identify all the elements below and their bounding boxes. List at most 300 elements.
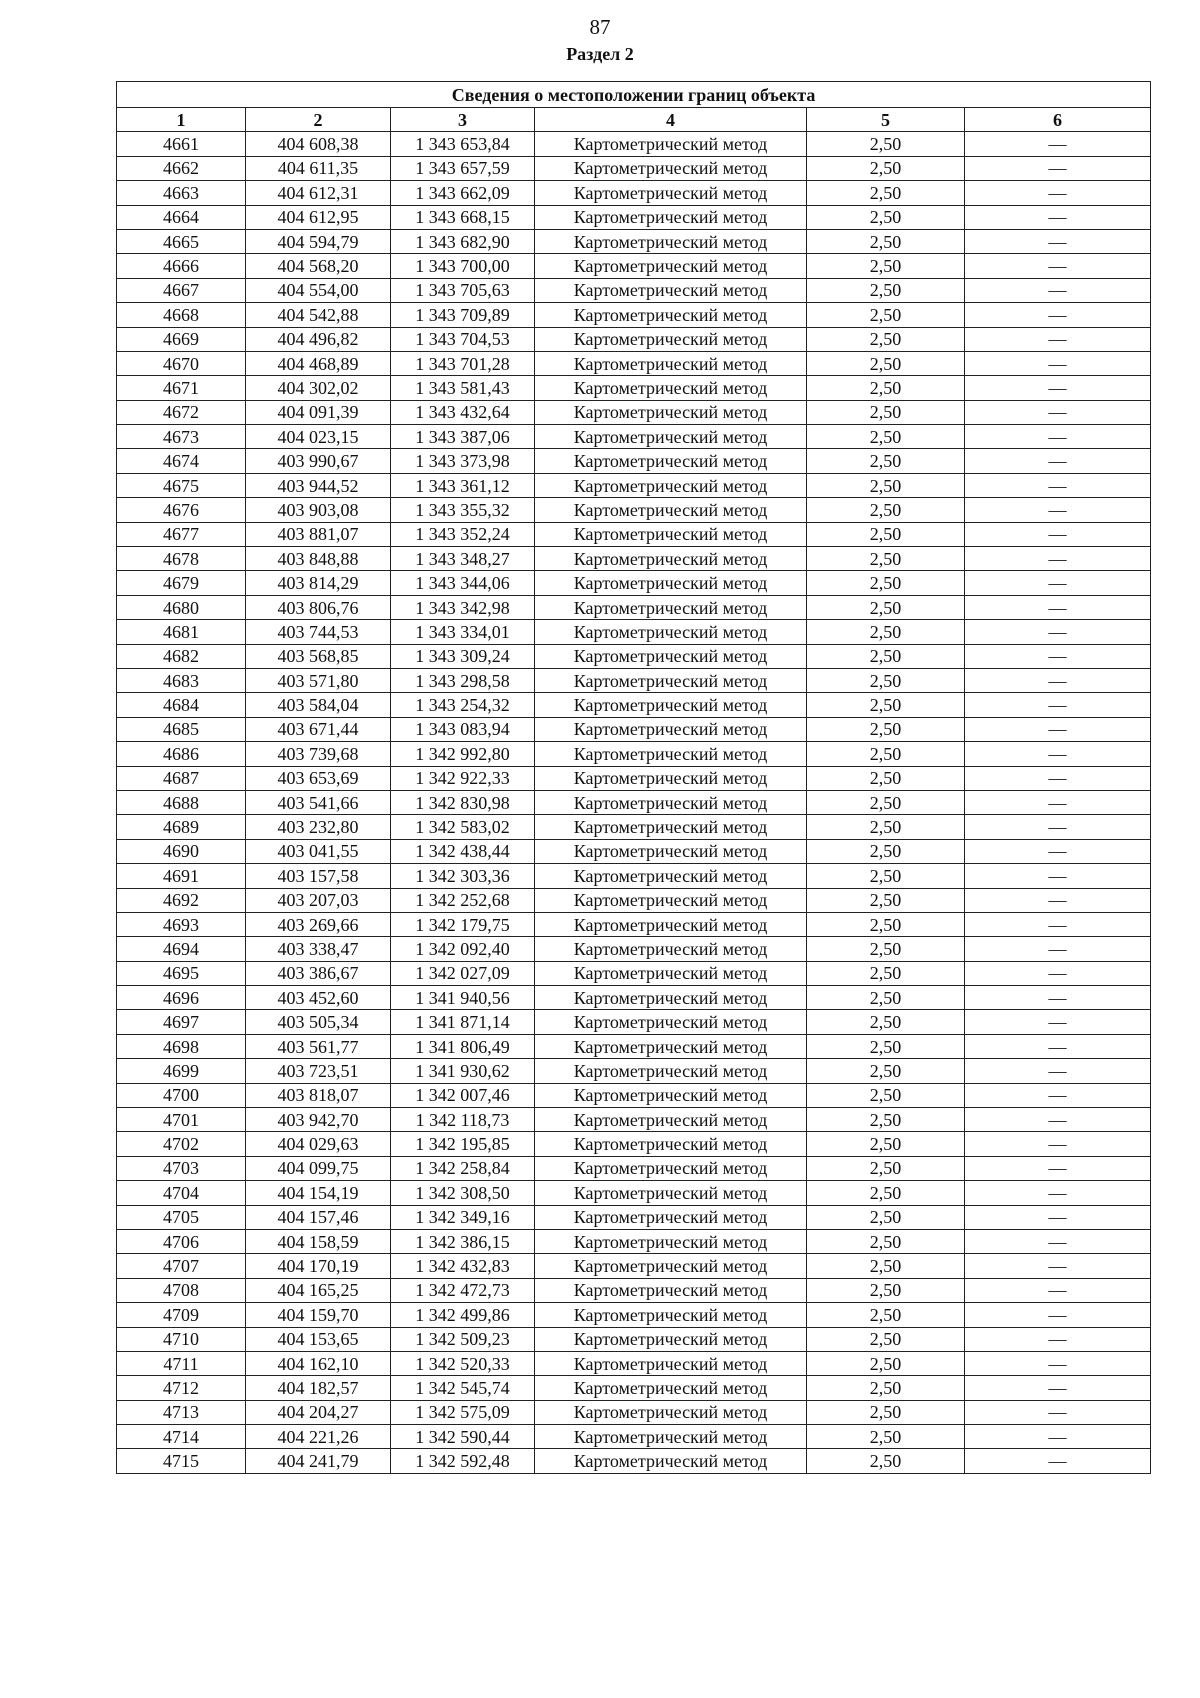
method-cell: Картометрический метод <box>535 278 807 302</box>
method-cell: Картометрический метод <box>535 766 807 790</box>
table-row <box>117 229 1151 253</box>
method-cell: Картометрический метод <box>535 888 807 912</box>
note-cell: — <box>965 425 1151 449</box>
note-cell: — <box>965 1254 1151 1278</box>
accuracy-cell: 2,50 <box>807 1205 965 1229</box>
point-number-cell: 4710 <box>117 1327 246 1351</box>
method-cell: Картометрический метод <box>535 1205 807 1229</box>
note-cell: — <box>965 644 1151 668</box>
point-number-cell: 4666 <box>117 254 246 278</box>
accuracy-cell: 2,50 <box>807 595 965 619</box>
point-number-cell: 4679 <box>117 571 246 595</box>
method-cell: Картометрический метод <box>535 327 807 351</box>
method-cell: Картометрический метод <box>535 693 807 717</box>
accuracy-cell: 2,50 <box>807 1327 965 1351</box>
point-number-cell: 4668 <box>117 303 246 327</box>
point-number-cell: 4687 <box>117 766 246 790</box>
accuracy-cell: 2,50 <box>807 351 965 375</box>
x-coordinate-cell: 403 561,77 <box>246 1034 391 1058</box>
column-header: 5 <box>807 108 965 132</box>
point-number-cell: 4700 <box>117 1083 246 1107</box>
accuracy-cell: 2,50 <box>807 815 965 839</box>
x-coordinate-cell: 404 204,27 <box>246 1400 391 1424</box>
y-coordinate-cell: 1 342 583,02 <box>391 815 535 839</box>
accuracy-cell: 2,50 <box>807 790 965 814</box>
table-row <box>117 327 1151 351</box>
accuracy-cell: 2,50 <box>807 181 965 205</box>
accuracy-cell: 2,50 <box>807 693 965 717</box>
note-cell: — <box>965 1376 1151 1400</box>
point-number-cell: 4683 <box>117 668 246 692</box>
point-number-cell: 4705 <box>117 1205 246 1229</box>
method-cell: Картометрический метод <box>535 1425 807 1449</box>
y-coordinate-cell: 1 343 662,09 <box>391 181 535 205</box>
x-coordinate-cell: 404 302,02 <box>246 376 391 400</box>
note-cell: — <box>965 181 1151 205</box>
y-coordinate-cell: 1 342 575,09 <box>391 1400 535 1424</box>
section-title: Раздел 2 <box>566 44 634 64</box>
note-cell: — <box>965 693 1151 717</box>
point-number-cell: 4686 <box>117 742 246 766</box>
method-cell: Картометрический метод <box>535 1278 807 1302</box>
method-cell: Картометрический метод <box>535 717 807 741</box>
y-coordinate-cell: 1 343 668,15 <box>391 205 535 229</box>
point-number-cell: 4674 <box>117 449 246 473</box>
note-cell: — <box>965 668 1151 692</box>
y-coordinate-cell: 1 343 342,98 <box>391 595 535 619</box>
x-coordinate-cell: 404 099,75 <box>246 1156 391 1180</box>
point-number-cell: 4677 <box>117 522 246 546</box>
note-cell: — <box>965 961 1151 985</box>
note-cell: — <box>965 571 1151 595</box>
table-row <box>117 1132 1151 1156</box>
accuracy-cell: 2,50 <box>807 547 965 571</box>
method-cell: Картометрический метод <box>535 156 807 180</box>
table-row <box>117 766 1151 790</box>
y-coordinate-cell: 1 342 545,74 <box>391 1376 535 1400</box>
table-row <box>117 1449 1151 1473</box>
table-row <box>117 815 1151 839</box>
point-number-cell: 4669 <box>117 327 246 351</box>
y-coordinate-cell: 1 343 700,00 <box>391 254 535 278</box>
accuracy-cell: 2,50 <box>807 986 965 1010</box>
accuracy-cell: 2,50 <box>807 888 965 912</box>
table-row <box>117 717 1151 741</box>
method-cell: Картометрический метод <box>535 644 807 668</box>
table-caption-row <box>117 82 1151 108</box>
point-number-cell: 4709 <box>117 1303 246 1327</box>
column-header: 2 <box>246 108 391 132</box>
x-coordinate-cell: 403 806,76 <box>246 595 391 619</box>
method-cell: Картометрический метод <box>535 181 807 205</box>
note-cell: — <box>965 229 1151 253</box>
point-number-cell: 4714 <box>117 1425 246 1449</box>
y-coordinate-cell: 1 342 590,44 <box>391 1425 535 1449</box>
table-header <box>117 82 1151 132</box>
note-cell: — <box>965 1059 1151 1083</box>
note-cell: — <box>965 351 1151 375</box>
x-coordinate-cell: 403 848,88 <box>246 547 391 571</box>
method-cell: Картометрический метод <box>535 1351 807 1375</box>
method-cell: Картометрический метод <box>535 790 807 814</box>
table-row <box>117 1303 1151 1327</box>
note-cell: — <box>965 986 1151 1010</box>
table-row <box>117 1156 1151 1180</box>
x-coordinate-cell: 403 671,44 <box>246 717 391 741</box>
note-cell: — <box>965 1132 1151 1156</box>
y-coordinate-cell: 1 343 432,64 <box>391 400 535 424</box>
y-coordinate-cell: 1 343 309,24 <box>391 644 535 668</box>
point-number-cell: 4682 <box>117 644 246 668</box>
accuracy-cell: 2,50 <box>807 1156 965 1180</box>
method-cell: Картометрический метод <box>535 1034 807 1058</box>
table-row <box>117 1034 1151 1058</box>
x-coordinate-cell: 404 023,15 <box>246 425 391 449</box>
y-coordinate-cell: 1 342 258,84 <box>391 1156 535 1180</box>
accuracy-cell: 2,50 <box>807 376 965 400</box>
method-cell: Картометрический метод <box>535 400 807 424</box>
y-coordinate-cell: 1 342 922,33 <box>391 766 535 790</box>
method-cell: Картометрический метод <box>535 1449 807 1473</box>
y-coordinate-cell: 1 342 438,44 <box>391 839 535 863</box>
accuracy-cell: 2,50 <box>807 229 965 253</box>
accuracy-cell: 2,50 <box>807 1132 965 1156</box>
accuracy-cell: 2,50 <box>807 1376 965 1400</box>
point-number-cell: 4694 <box>117 937 246 961</box>
point-number-cell: 4711 <box>117 1351 246 1375</box>
table-row <box>117 595 1151 619</box>
method-cell: Картометрический метод <box>535 498 807 522</box>
y-coordinate-cell: 1 343 298,58 <box>391 668 535 692</box>
accuracy-cell: 2,50 <box>807 668 965 692</box>
method-cell: Картометрический метод <box>535 1254 807 1278</box>
table-row <box>117 1327 1151 1351</box>
table-row <box>117 1351 1151 1375</box>
method-cell: Картометрический метод <box>535 742 807 766</box>
method-cell: Картометрический метод <box>535 1010 807 1034</box>
y-coordinate-cell: 1 343 701,28 <box>391 351 535 375</box>
point-number-cell: 4685 <box>117 717 246 741</box>
x-coordinate-cell: 404 568,20 <box>246 254 391 278</box>
method-cell: Картометрический метод <box>535 1181 807 1205</box>
y-coordinate-cell: 1 342 472,73 <box>391 1278 535 1302</box>
point-number-cell: 4703 <box>117 1156 246 1180</box>
point-number-cell: 4670 <box>117 351 246 375</box>
point-number-cell: 4706 <box>117 1229 246 1253</box>
x-coordinate-cell: 404 241,79 <box>246 1449 391 1473</box>
x-coordinate-cell: 403 541,66 <box>246 790 391 814</box>
x-coordinate-cell: 403 818,07 <box>246 1083 391 1107</box>
x-coordinate-cell: 404 496,82 <box>246 327 391 351</box>
accuracy-cell: 2,50 <box>807 522 965 546</box>
table-row <box>117 1425 1151 1449</box>
point-number-cell: 4698 <box>117 1034 246 1058</box>
point-number-cell: 4713 <box>117 1400 246 1424</box>
point-number-cell: 4675 <box>117 473 246 497</box>
accuracy-cell: 2,50 <box>807 1083 965 1107</box>
table-row <box>117 1010 1151 1034</box>
method-cell: Картометрический метод <box>535 815 807 839</box>
note-cell: — <box>965 400 1151 424</box>
x-coordinate-cell: 403 338,47 <box>246 937 391 961</box>
y-coordinate-cell: 1 341 940,56 <box>391 986 535 1010</box>
y-coordinate-cell: 1 342 027,09 <box>391 961 535 985</box>
x-coordinate-cell: 403 739,68 <box>246 742 391 766</box>
accuracy-cell: 2,50 <box>807 1181 965 1205</box>
table-body <box>117 132 1151 1473</box>
accuracy-cell: 2,50 <box>807 205 965 229</box>
note-cell: — <box>965 132 1151 156</box>
x-coordinate-cell: 403 505,34 <box>246 1010 391 1034</box>
x-coordinate-cell: 403 386,67 <box>246 961 391 985</box>
note-cell: — <box>965 473 1151 497</box>
y-coordinate-cell: 1 343 334,01 <box>391 620 535 644</box>
method-cell: Картометрический метод <box>535 1132 807 1156</box>
method-cell: Картометрический метод <box>535 937 807 961</box>
note-cell: — <box>965 1108 1151 1132</box>
method-cell: Картометрический метод <box>535 303 807 327</box>
x-coordinate-cell: 403 903,08 <box>246 498 391 522</box>
table-row <box>117 742 1151 766</box>
point-number-cell: 4673 <box>117 425 246 449</box>
y-coordinate-cell: 1 343 705,63 <box>391 278 535 302</box>
table-row <box>117 839 1151 863</box>
note-cell: — <box>965 449 1151 473</box>
x-coordinate-cell: 404 612,95 <box>246 205 391 229</box>
point-number-cell: 4691 <box>117 864 246 888</box>
x-coordinate-cell: 404 091,39 <box>246 400 391 424</box>
note-cell: — <box>965 937 1151 961</box>
method-cell: Картометрический метод <box>535 229 807 253</box>
accuracy-cell: 2,50 <box>807 473 965 497</box>
x-coordinate-cell: 403 584,04 <box>246 693 391 717</box>
table-row <box>117 181 1151 205</box>
method-cell: Картометрический метод <box>535 1400 807 1424</box>
y-coordinate-cell: 1 342 592,48 <box>391 1449 535 1473</box>
table-row <box>117 693 1151 717</box>
accuracy-cell: 2,50 <box>807 620 965 644</box>
x-coordinate-cell: 403 041,55 <box>246 839 391 863</box>
accuracy-cell: 2,50 <box>807 400 965 424</box>
x-coordinate-cell: 404 170,19 <box>246 1254 391 1278</box>
table-row <box>117 351 1151 375</box>
x-coordinate-cell: 404 153,65 <box>246 1327 391 1351</box>
note-cell: — <box>965 1034 1151 1058</box>
table-row <box>117 376 1151 400</box>
y-coordinate-cell: 1 343 373,98 <box>391 449 535 473</box>
accuracy-cell: 2,50 <box>807 864 965 888</box>
y-coordinate-cell: 1 342 092,40 <box>391 937 535 961</box>
note-cell: — <box>965 1351 1151 1375</box>
y-coordinate-cell: 1 342 386,15 <box>391 1229 535 1253</box>
point-number-cell: 4688 <box>117 790 246 814</box>
y-coordinate-cell: 1 343 352,24 <box>391 522 535 546</box>
accuracy-cell: 2,50 <box>807 961 965 985</box>
accuracy-cell: 2,50 <box>807 742 965 766</box>
table-row <box>117 1254 1151 1278</box>
x-coordinate-cell: 404 594,79 <box>246 229 391 253</box>
x-coordinate-cell: 403 744,53 <box>246 620 391 644</box>
point-number-cell: 4672 <box>117 400 246 424</box>
point-number-cell: 4693 <box>117 912 246 936</box>
x-coordinate-cell: 403 269,66 <box>246 912 391 936</box>
method-cell: Картометрический метод <box>535 1327 807 1351</box>
point-number-cell: 4671 <box>117 376 246 400</box>
table-row <box>117 547 1151 571</box>
method-cell: Картометрический метод <box>535 1083 807 1107</box>
accuracy-cell: 2,50 <box>807 1449 965 1473</box>
table-row <box>117 1181 1151 1205</box>
method-cell: Картометрический метод <box>535 668 807 692</box>
note-cell: — <box>965 1449 1151 1473</box>
table-row <box>117 668 1151 692</box>
x-coordinate-cell: 404 029,63 <box>246 1132 391 1156</box>
note-cell: — <box>965 766 1151 790</box>
note-cell: — <box>965 620 1151 644</box>
point-number-cell: 4661 <box>117 132 246 156</box>
point-number-cell: 4681 <box>117 620 246 644</box>
table-row <box>117 254 1151 278</box>
y-coordinate-cell: 1 342 349,16 <box>391 1205 535 1229</box>
method-cell: Картометрический метод <box>535 961 807 985</box>
accuracy-cell: 2,50 <box>807 1303 965 1327</box>
method-cell: Картометрический метод <box>535 1059 807 1083</box>
method-cell: Картометрический метод <box>535 254 807 278</box>
accuracy-cell: 2,50 <box>807 498 965 522</box>
accuracy-cell: 2,50 <box>807 254 965 278</box>
y-coordinate-cell: 1 343 387,06 <box>391 425 535 449</box>
x-coordinate-cell: 403 814,29 <box>246 571 391 595</box>
point-number-cell: 4701 <box>117 1108 246 1132</box>
y-coordinate-cell: 1 343 254,32 <box>391 693 535 717</box>
boundary-coordinates-table <box>116 81 1151 1474</box>
table-row <box>117 132 1151 156</box>
table-row <box>117 1059 1151 1083</box>
point-number-cell: 4697 <box>117 1010 246 1034</box>
x-coordinate-cell: 404 157,46 <box>246 1205 391 1229</box>
y-coordinate-cell: 1 342 007,46 <box>391 1083 535 1107</box>
note-cell: — <box>965 742 1151 766</box>
x-coordinate-cell: 404 542,88 <box>246 303 391 327</box>
y-coordinate-cell: 1 343 355,32 <box>391 498 535 522</box>
table-row <box>117 864 1151 888</box>
x-coordinate-cell: 403 452,60 <box>246 986 391 1010</box>
note-cell: — <box>965 498 1151 522</box>
x-coordinate-cell: 403 944,52 <box>246 473 391 497</box>
note-cell: — <box>965 1205 1151 1229</box>
accuracy-cell: 2,50 <box>807 132 965 156</box>
accuracy-cell: 2,50 <box>807 1400 965 1424</box>
method-cell: Картометрический метод <box>535 912 807 936</box>
x-coordinate-cell: 404 221,26 <box>246 1425 391 1449</box>
table-row <box>117 1108 1151 1132</box>
y-coordinate-cell: 1 343 361,12 <box>391 473 535 497</box>
column-number-row <box>117 108 1151 132</box>
point-number-cell: 4704 <box>117 1181 246 1205</box>
table-row <box>117 1400 1151 1424</box>
note-cell: — <box>965 595 1151 619</box>
x-coordinate-cell: 403 207,03 <box>246 888 391 912</box>
table-row <box>117 303 1151 327</box>
y-coordinate-cell: 1 343 709,89 <box>391 303 535 327</box>
accuracy-cell: 2,50 <box>807 1351 965 1375</box>
accuracy-cell: 2,50 <box>807 1034 965 1058</box>
table-caption: Сведения о местоположении границ объекта <box>117 82 1151 108</box>
y-coordinate-cell: 1 341 806,49 <box>391 1034 535 1058</box>
table-row <box>117 571 1151 595</box>
accuracy-cell: 2,50 <box>807 327 965 351</box>
method-cell: Картометрический метод <box>535 1156 807 1180</box>
table-row <box>117 620 1151 644</box>
column-header: 4 <box>535 108 807 132</box>
x-coordinate-cell: 403 157,58 <box>246 864 391 888</box>
x-coordinate-cell: 404 611,35 <box>246 156 391 180</box>
y-coordinate-cell: 1 342 432,83 <box>391 1254 535 1278</box>
note-cell: — <box>965 1156 1151 1180</box>
note-cell: — <box>965 888 1151 912</box>
method-cell: Картометрический метод <box>535 1303 807 1327</box>
point-number-cell: 4662 <box>117 156 246 180</box>
accuracy-cell: 2,50 <box>807 1425 965 1449</box>
point-number-cell: 4680 <box>117 595 246 619</box>
method-cell: Картометрический метод <box>535 595 807 619</box>
table-row <box>117 1205 1151 1229</box>
method-cell: Картометрический метод <box>535 547 807 571</box>
method-cell: Картометрический метод <box>535 986 807 1010</box>
table-row <box>117 278 1151 302</box>
accuracy-cell: 2,50 <box>807 717 965 741</box>
table-row <box>117 205 1151 229</box>
x-coordinate-cell: 403 881,07 <box>246 522 391 546</box>
table-row <box>117 498 1151 522</box>
method-cell: Картометрический метод <box>535 473 807 497</box>
method-cell: Картометрический метод <box>535 864 807 888</box>
y-coordinate-cell: 1 342 118,73 <box>391 1108 535 1132</box>
x-coordinate-cell: 403 942,70 <box>246 1108 391 1132</box>
note-cell: — <box>965 1010 1151 1034</box>
y-coordinate-cell: 1 342 252,68 <box>391 888 535 912</box>
y-coordinate-cell: 1 342 499,86 <box>391 1303 535 1327</box>
table-row <box>117 449 1151 473</box>
note-cell: — <box>965 376 1151 400</box>
note-cell: — <box>965 205 1151 229</box>
point-number-cell: 4689 <box>117 815 246 839</box>
point-number-cell: 4708 <box>117 1278 246 1302</box>
x-coordinate-cell: 403 571,80 <box>246 668 391 692</box>
table-row <box>117 912 1151 936</box>
table-row <box>117 522 1151 546</box>
note-cell: — <box>965 1229 1151 1253</box>
table-row <box>117 790 1151 814</box>
point-number-cell: 4699 <box>117 1059 246 1083</box>
x-coordinate-cell: 403 990,67 <box>246 449 391 473</box>
y-coordinate-cell: 1 341 871,14 <box>391 1010 535 1034</box>
method-cell: Картометрический метод <box>535 522 807 546</box>
table-row <box>117 888 1151 912</box>
note-cell: — <box>965 1181 1151 1205</box>
note-cell: — <box>965 1083 1151 1107</box>
x-coordinate-cell: 403 723,51 <box>246 1059 391 1083</box>
note-cell: — <box>965 717 1151 741</box>
point-number-cell: 4712 <box>117 1376 246 1400</box>
column-header: 3 <box>391 108 535 132</box>
method-cell: Картометрический метод <box>535 425 807 449</box>
point-number-cell: 4676 <box>117 498 246 522</box>
x-coordinate-cell: 404 608,38 <box>246 132 391 156</box>
accuracy-cell: 2,50 <box>807 425 965 449</box>
accuracy-cell: 2,50 <box>807 571 965 595</box>
y-coordinate-cell: 1 343 083,94 <box>391 717 535 741</box>
